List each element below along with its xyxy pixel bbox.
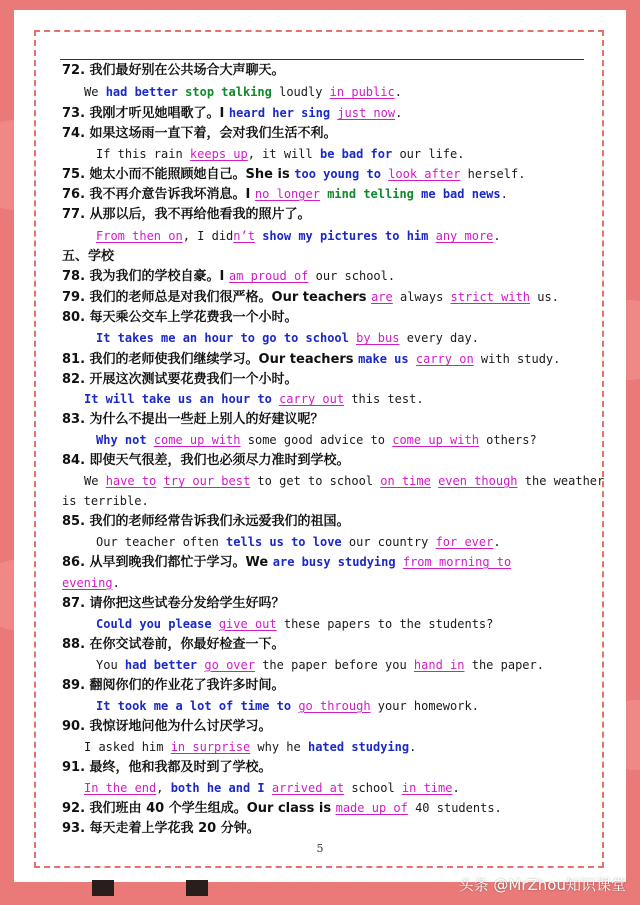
worksheet-line (62, 452, 350, 469)
page-number: 5 (316, 842, 324, 855)
worksheet-line (96, 228, 501, 244)
line-segment: stop talking (185, 85, 272, 99)
worksheet-line (62, 575, 120, 591)
line-segment: both he and I (170, 781, 265, 795)
line-segment: be bad for (319, 147, 393, 161)
worksheet-line (62, 309, 298, 326)
watermark: 头条 @MrZhou知识课堂 (458, 876, 626, 894)
worksheet-line (84, 473, 604, 489)
line-segment: It takes me an hour to go to school (96, 331, 349, 345)
line-segment (409, 352, 416, 366)
line-segment: come up with (153, 433, 241, 447)
worksheet-line (84, 780, 460, 796)
line-segment: 81. 我们的老师使我们继续学习。Our teachers (62, 352, 359, 367)
line-segment: this test. (344, 392, 424, 406)
line-segment: 92. 我们班由 40 个学生组成。Our class is (62, 801, 336, 816)
line-segment: even though (438, 474, 518, 488)
worksheet-line (62, 105, 402, 122)
line-segment: look after (388, 167, 461, 181)
line-segment: mind (327, 187, 357, 201)
worksheet-line (62, 759, 272, 776)
worksheet-line (62, 166, 525, 183)
line-segment: . (452, 781, 460, 795)
worksheet-line (62, 595, 285, 612)
line-segment: It took me a lot of time to (96, 699, 292, 713)
line-segment: no longer (254, 187, 320, 201)
line-segment: Why not (96, 433, 147, 447)
worksheet-line (84, 84, 402, 100)
line-segment: n’t (233, 229, 255, 243)
line-segment: had better (124, 658, 198, 672)
line-segment: are (371, 290, 393, 304)
line-segment (212, 617, 219, 631)
worksheet-line (62, 800, 502, 817)
line-segment: always (392, 290, 451, 304)
line-segment: to get to school (250, 474, 381, 488)
line-segment: 91. 最终，他和我都及时到了学校。 (62, 760, 272, 775)
line-segment: 76. 我不再介意告诉我坏消息。I (62, 187, 255, 202)
worksheet-line (62, 636, 285, 653)
line-segment: 89. 翻阅你们的作业花了我许多时间。 (62, 678, 285, 693)
stand-leg-left (92, 880, 114, 896)
line-segment: the paper. (464, 658, 544, 672)
worksheet-line (84, 391, 424, 407)
stand-leg-right (186, 880, 208, 896)
line-segment: in surprise (170, 740, 251, 754)
line-segment: , I did (182, 229, 234, 243)
line-segment: We (84, 85, 106, 99)
line-segment: 40 students. (407, 801, 502, 815)
line-segment: am proud of (228, 269, 309, 283)
line-segment: try our best (163, 474, 251, 488)
worksheet-line (62, 820, 260, 837)
line-segment: 72. 我们最好别在公共场合大声聊天。 (62, 63, 285, 78)
line-segment: on time (380, 474, 431, 488)
line-segment (272, 392, 279, 406)
line-segment: in public (329, 85, 395, 99)
line-segment (428, 229, 435, 243)
line-segment: 82. 开展这次测试要花费我们一个小时。 (62, 372, 298, 387)
line-segment: others? (478, 433, 537, 447)
line-segment: Our teacher often (96, 535, 227, 549)
line-segment: From then on (96, 229, 183, 243)
line-segment: is terrible. (62, 494, 149, 508)
worksheet-line (62, 186, 508, 203)
line-segment: herself. (460, 167, 526, 181)
line-segment: arrived at (271, 781, 345, 795)
worksheet-line (96, 657, 544, 673)
line-segment: . (493, 229, 501, 243)
line-segment: school (344, 781, 402, 795)
line-segment: 73. 我刚才听见她唱歌了。I (62, 106, 229, 121)
line-segment: our country (341, 535, 436, 549)
line-segment: her sing (272, 106, 331, 120)
line-segment: . (395, 106, 403, 120)
line-segment: 79. 我们的老师总是对我们很严格。Our teachers (62, 290, 372, 305)
worksheet-line (96, 432, 537, 448)
line-segment: our school. (308, 269, 396, 283)
worksheet-line (96, 698, 479, 714)
line-segment: the weather (517, 474, 605, 488)
line-segment: It will take us an hour to (84, 392, 272, 406)
line-segment: 75. 她太小而不能照顾她自己。She is (62, 167, 295, 182)
line-segment: heard (228, 106, 266, 120)
line-segment: in time (401, 781, 453, 795)
line-segment: , (156, 781, 171, 795)
line-segment: come up with (392, 433, 479, 447)
worksheet-line (62, 268, 395, 285)
line-segment: your homework. (370, 699, 479, 713)
line-segment: 80. 每天乘公交车上学花费我一个小时。 (62, 310, 298, 325)
line-segment: 86. 从早到晚我们都忙于学习。We (62, 555, 273, 570)
line-segment: give out (218, 617, 277, 631)
line-segment: 85. 我们的老师经常告诉我们永远爱我们的祖国。 (62, 514, 350, 529)
line-segment: some good advice to (240, 433, 393, 447)
line-segment: why he (250, 740, 308, 754)
worksheet-line (62, 411, 324, 428)
line-segment: make us (358, 352, 409, 366)
line-segment (265, 781, 272, 795)
worksheet-line (96, 534, 501, 550)
line-segment: any more (435, 229, 494, 243)
line-segment: us. (530, 290, 559, 304)
line-segment (431, 474, 438, 488)
line-segment: carry out (279, 392, 345, 406)
line-segment: We (84, 474, 106, 488)
worksheet-line (62, 718, 272, 735)
line-segment: me bad news (421, 187, 501, 201)
line-segment: carry on (415, 352, 474, 366)
line-segment: loudly (271, 85, 330, 99)
line-segment: from morning to (402, 555, 512, 569)
line-segment: 88. 在你交试卷前，你最好检查一下。 (62, 637, 285, 652)
line-segment: . (500, 187, 508, 201)
line-segment: 78. 我为我们的学校自豪。I (62, 269, 229, 284)
line-segment: 87. 请你把这些试卷分发给学生好吗？ (62, 596, 285, 611)
line-segment: had better (105, 85, 178, 99)
worksheet-line (62, 125, 337, 142)
line-segment (147, 433, 154, 447)
line-segment: with study. (473, 352, 561, 366)
worksheet-line (62, 513, 350, 530)
line-segment: 84. 即使天气很差，我们也必须尽力准时到学校。 (62, 453, 350, 468)
worksheet-line (62, 371, 298, 388)
line-segment: . (493, 535, 501, 549)
line-segment: telling (363, 187, 414, 201)
worksheet-line (62, 62, 285, 79)
line-segment: 77. 从那以后，我不再给他看我的照片了。 (62, 207, 311, 222)
worksheet-line (62, 677, 285, 694)
line-segment: are busy studying (272, 555, 396, 569)
line-segment: I asked him (84, 740, 171, 754)
line-segment: , it will (247, 147, 320, 161)
line-segment: If this rain (96, 147, 190, 161)
line-segment (156, 474, 163, 488)
line-segment: keeps up (189, 147, 248, 161)
line-segment: evening (62, 576, 113, 590)
worksheet-line (62, 351, 560, 368)
worksheet-line (96, 146, 464, 162)
worksheet-line (84, 739, 416, 755)
worksheet-line (96, 330, 479, 346)
line-segment: these papers to the students? (276, 617, 494, 631)
worksheet-line (96, 616, 493, 632)
worksheet-line (62, 289, 559, 306)
line-segment: have to (105, 474, 157, 488)
line-segment: Could you please (96, 617, 212, 631)
line-segment: by bus (356, 331, 400, 345)
line-segment: 五、学校 (62, 249, 115, 264)
line-segment: the paper before you (254, 658, 414, 672)
line-segment: strict with (450, 290, 531, 304)
line-segment: hand in (413, 658, 465, 672)
line-segment: too young to (294, 167, 381, 181)
line-segment (396, 555, 403, 569)
line-segment: 93. 每天走着上学花我 20 分钟。 (62, 821, 260, 836)
worksheet-line (62, 206, 311, 223)
worksheet-line (62, 493, 149, 509)
line-segment: . (112, 576, 120, 590)
line-segment: 74. 如果这场雨一直下着，会对我们生活不利。 (62, 126, 337, 141)
line-segment: go through (298, 699, 371, 713)
line-segment: just now (337, 106, 396, 120)
line-segment: . (394, 85, 402, 99)
line-segment: for ever (435, 535, 494, 549)
line-segment: . (409, 740, 417, 754)
line-segment: every day. (399, 331, 479, 345)
header-rule (60, 59, 584, 60)
line-segment: go over (204, 658, 255, 672)
line-segment: our life. (392, 147, 465, 161)
line-segment: tells us to love (226, 535, 342, 549)
worksheet-line (62, 248, 114, 265)
line-segment: 90. 我惊讶地问他为什么讨厌学习。 (62, 719, 272, 734)
line-segment: In the end (84, 781, 157, 795)
worksheet-line (62, 554, 511, 571)
line-segment: show my pictures to him (262, 229, 429, 243)
line-segment: You (96, 658, 125, 672)
line-segment: 83. 为什么不提出一些赶上别人的好建议呢？ (62, 412, 324, 427)
line-segment: made up of (335, 801, 408, 815)
line-segment: hated studying (307, 740, 410, 754)
